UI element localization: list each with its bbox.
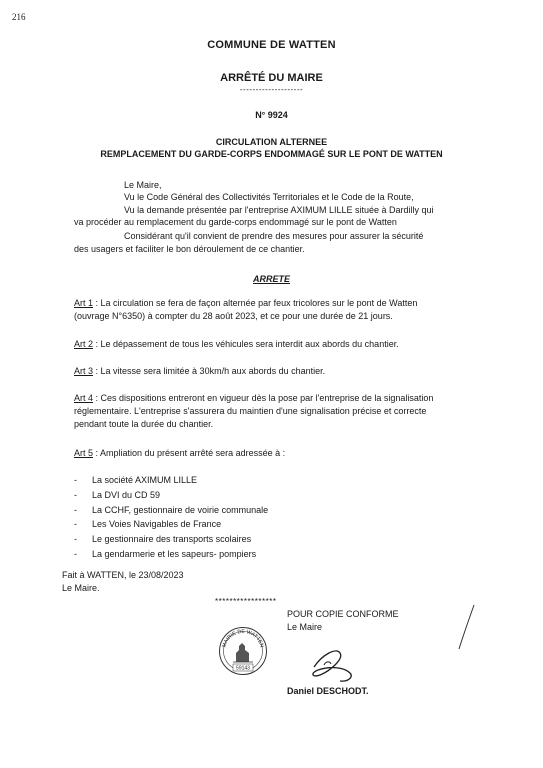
article-2-line-1: : Le dépassement de tous les véhicules sera interdit aux abords du chantier.: [93, 339, 399, 349]
list-item: - La gendarmerie et les sapeurs- pompiers: [74, 548, 257, 559]
list-item: - La DVI du CD 59: [74, 489, 161, 500]
subject-line-1: CIRCULATION ALTERNEE: [215, 137, 328, 147]
signer-role: Le Maire.: [62, 583, 100, 593]
distribution-item-text: Les Voies Navigables de France: [92, 519, 222, 530]
article-5: [74, 447, 285, 459]
mairie-stamp: [218, 626, 268, 676]
stars-divider: *****************: [215, 597, 277, 606]
document-title: ARRÊTÉ DU MAIRE: [220, 72, 323, 84]
preamble-line2b: va procéder au remplacement du garde-corps endommagé sur le pont de Watten: [74, 217, 397, 227]
article-1-label: Art 1: [74, 298, 94, 308]
stamp-text: MAIRIE DE WATTEN: [221, 628, 265, 649]
distribution-item-text: La société AXIMUM LILLE: [92, 475, 198, 485]
preamble-line3b: des usagers et faciliter le bon déroulement de ce chantier.: [74, 244, 305, 254]
article-5-label: Art 5: [74, 448, 94, 458]
preamble-line3a: Considérant qu'il convient de prendre des mesures pour assurer la sécurité: [124, 231, 424, 241]
article-4-line-3: pendant toute la durée du chantier.: [74, 419, 214, 429]
distribution-item-text: La gendarmerie et les sapeurs- pompiers: [92, 548, 257, 559]
distribution-item-text: La DVI du CD 59: [92, 489, 161, 500]
list-item: - La société AXIMUM LILLE: [74, 475, 198, 485]
signature-stroke: [455, 603, 477, 651]
list-item: - Le gestionnaire des transports scolaires: [74, 534, 252, 545]
list-item: - La CCHF, gestionnaire de voirie communale: [74, 504, 269, 515]
stamp-postcode: 59143: [236, 665, 250, 672]
article-4-line-2: réglementaire. L'entreprise s'assurera du maintien d'une signalisation précise et correcte: [74, 406, 427, 416]
signature: [300, 637, 370, 687]
preamble-line2a: Vu la demande présentée par l'entreprise AXIMUM LILLE située à Dardilly qui: [124, 205, 434, 215]
commune-heading: COMMUNE DE WATTEN: [207, 39, 336, 51]
article-2: [74, 338, 399, 350]
article-3-line-1: : La vitesse sera limitée à 30km/h aux abords du chantier.: [93, 366, 326, 376]
distribution-item-text: Le gestionnaire des transports scolaires: [92, 534, 252, 545]
article-3-label: Art 3: [74, 366, 94, 376]
article-1: [74, 297, 417, 309]
signer-name: Daniel DESCHODT.: [287, 686, 369, 696]
decree-number: N° 9924: [255, 110, 288, 120]
article-3: [74, 365, 325, 377]
article-4-label: Art 4: [74, 393, 94, 403]
preamble-mayor: Le Maire,: [124, 180, 162, 190]
copy-conforme: POUR COPIE CONFORME: [287, 609, 399, 619]
article-4: [74, 392, 433, 404]
list-item: - Les Voies Navigables de France: [74, 519, 222, 530]
preamble-line1: Vu le Code Général des Collectivités Territoriales et le Code de la Route,: [124, 192, 414, 202]
distribution-item-text: La CCHF, gestionnaire de voirie communale: [92, 504, 269, 515]
stamp-emblem: [236, 643, 249, 662]
place-date: Fait à WATTEN, le 23/08/2023: [62, 570, 184, 580]
arrete-heading: ARRETE: [252, 274, 290, 284]
article-5-line-1: : Ampliation du présent arrêté sera adressée à :: [93, 448, 286, 458]
article-1-line-1: : La circulation se fera de façon alternée par feux tricolores sur le pont de Watten: [93, 298, 418, 308]
article-2-label: Art 2: [74, 339, 94, 349]
subject-line-2: REMPLACEMENT DU GARDE-CORPS ENDOMMAGÉ SUR LE PONT DE WATTEN: [100, 149, 443, 159]
article-4-line-1: : Ces dispositions entreront en vigueur dès la pose par l'entreprise de la signalisation: [93, 393, 434, 403]
copy-mayor: Le Maire: [287, 622, 323, 632]
article-1-line-2: (ouvrage N°6350) à compter du 28 août 2023, et ce pour une durée de 21 jours.: [74, 311, 393, 321]
title-divider: --------------------: [239, 85, 304, 94]
distribution-list: [74, 475, 268, 564]
page-number: 216: [12, 12, 26, 22]
